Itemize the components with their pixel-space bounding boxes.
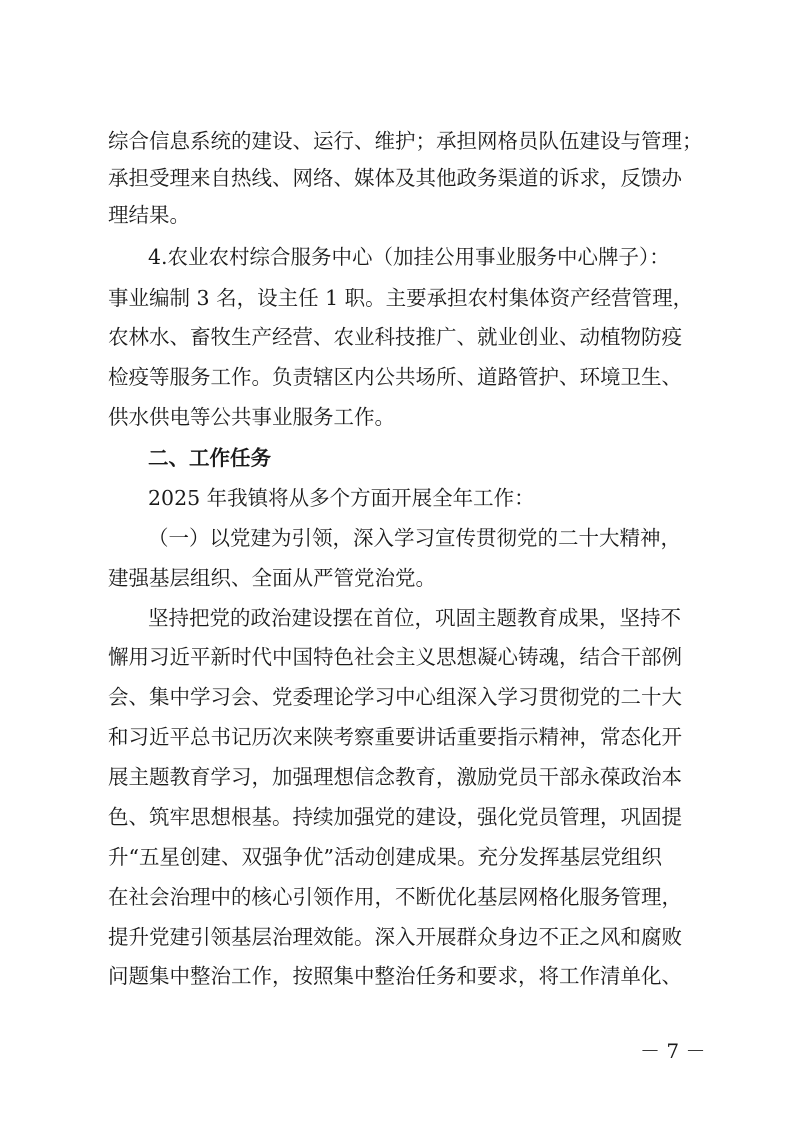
text-line-6: 农林水、畜牧生产经营、农业科技推广、就业创业、动植物防疫 xyxy=(108,325,682,349)
text-line-7: 检疫等服务工作。负责辖区内公共场所、道路管护、环境卫生、 xyxy=(108,365,682,389)
text-line-2: 承担受理来自热线、网络、媒体及其他政务渠道的诉求，反馈办 xyxy=(108,166,682,190)
text-line-10: 2025 年我镇将从多个方面开展全年工作： xyxy=(148,486,535,510)
text-line-16: 和习近平总书记历次来陕考察重要讲话重要指示精神，常态化开 xyxy=(108,725,682,749)
text-line-5: 事业编制 3 名，设主任 1 职。主要承担农村集体资产经营管理， xyxy=(108,286,694,310)
text-line-15: 会、集中学习会、党委理论学习中心组深入学习贯彻党的二十大 xyxy=(108,685,682,709)
page-number: － 7 － xyxy=(640,1039,706,1063)
text-line-22: 问题集中整治工作，按照集中整治任务和要求，将工作清单化、 xyxy=(108,964,682,988)
text-line-14: 懈用习近平新时代中国特色社会主义思想凝心铸魂，结合干部例 xyxy=(108,645,682,669)
text-line-4: 4.农业农村综合服务中心（加挂公用事业服务中心牌子）： xyxy=(148,245,670,269)
subsection-heading: （一）以党建为引领，深入学习宣传贯彻党的二十大精神， xyxy=(148,526,681,550)
text-line-13: 坚持把党的政治建设摆在首位，巩固主题教育成果，坚持不 xyxy=(148,606,681,630)
text-line-3: 理结果。 xyxy=(108,203,190,227)
section-heading: 二、工作任务 xyxy=(148,446,271,470)
text-line-18: 色、筑牢思想根基。持续加强党的建设，强化党员管理，巩固提 xyxy=(108,805,682,829)
text-line-21: 提升党建引领基层治理效能。深入开展群众身边不正之风和腐败 xyxy=(108,925,682,949)
text-line-12: 建强基层组织、全面从严管党治党。 xyxy=(108,566,436,590)
text-line-1: 综合信息系统的建设、运行、维护；承担网格员队伍建设与管理； xyxy=(108,129,703,153)
text-line-20: 在社会治理中的核心引领作用，不断优化基层网格化服务管理， xyxy=(108,885,682,909)
text-line-8: 供水供电等公共事业服务工作。 xyxy=(108,405,395,429)
text-line-19: 升“五星创建、双强争优”活动创建成果。充分发挥基层党组织 xyxy=(108,845,662,869)
text-line-17: 展主题教育学习，加强理想信念教育，激励党员干部永葆政治本 xyxy=(108,765,682,789)
